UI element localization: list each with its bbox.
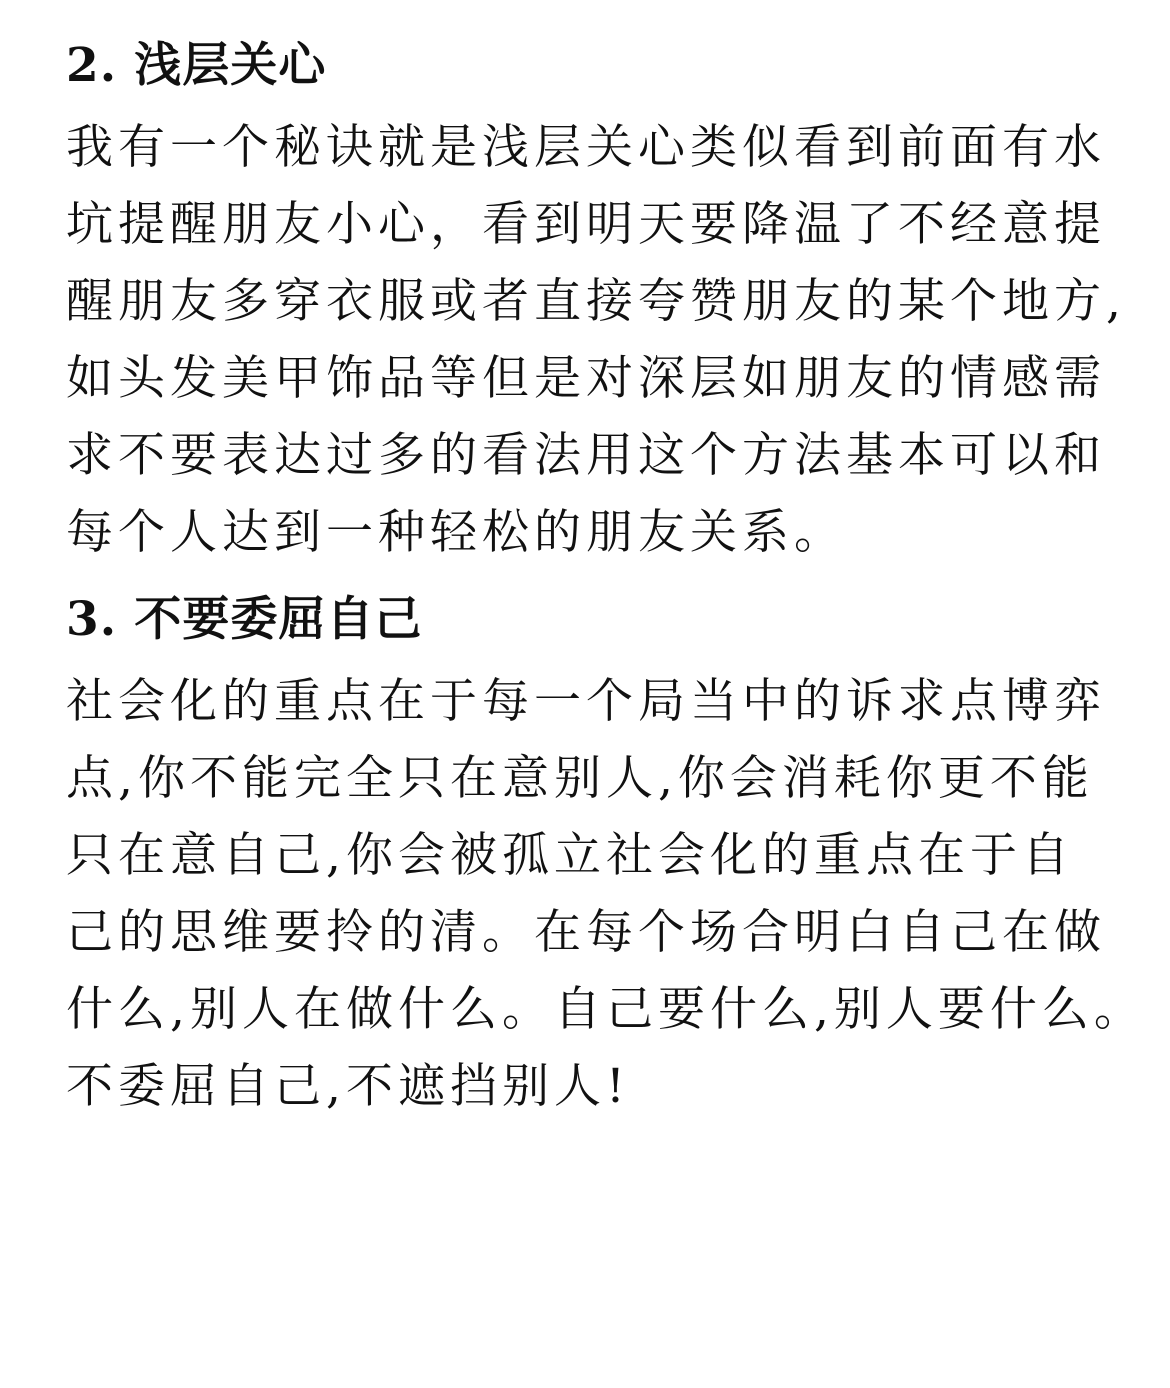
body-line: 如头发美甲饰品等但是对深层如朋友的情感需 [66, 351, 1106, 406]
body-line: 醒朋友多穿衣服或者直接夸赞朋友的某个地方, [66, 274, 1126, 329]
body-line: 点,你不能完全只在意别人,你会消耗你更不能 [66, 751, 1094, 806]
body-line: 求不要表达过多的看法用这个方法基本可以和 [66, 428, 1106, 483]
body-line: 不委屈自己,不遮挡别人! [66, 1059, 630, 1114]
body-line: 什么,别人在做什么。自己要什么,别人要什么。 [66, 982, 1146, 1037]
body-line: 只在意自己,你会被孤立社会化的重点在于自 [66, 828, 1074, 883]
section-heading: 2. 浅层关心 [66, 38, 327, 93]
body-line: 我有一个秘诀就是浅层关心类似看到前面有水 [66, 120, 1106, 175]
body-line: 每个人达到一种轻松的朋友关系。 [66, 505, 846, 560]
section-body [66, 109, 1130, 571]
body-line: 社会化的重点在于每一个局当中的诉求点博弈 [66, 674, 1106, 729]
body-line: 己的思维要拎的清。在每个场合明白自己在做 [66, 905, 1106, 960]
body-line: 坑提醒朋友小心，看到明天要降温了不经意提 [66, 197, 1106, 252]
section-body [66, 663, 1146, 1125]
section-heading: 3. 不要委屈自己 [66, 592, 423, 647]
section-shallow-care [66, 26, 1130, 571]
section-dont-wrong-yourself [66, 580, 1146, 1125]
